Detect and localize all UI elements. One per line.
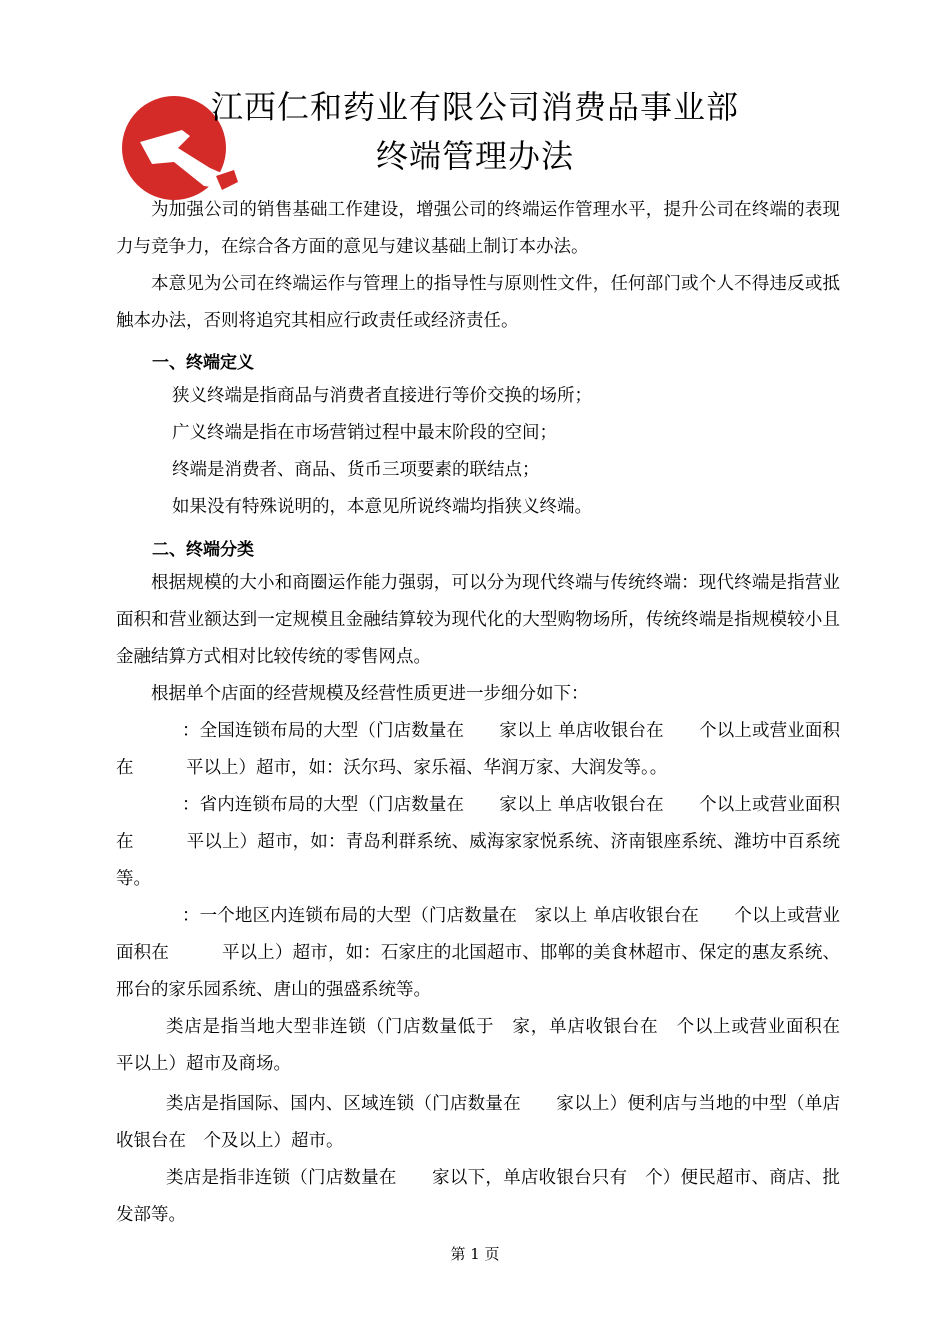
classification-paragraph: 根据规模的大小和商圈运作能力强弱，可以分为现代终端与传统终端：现代终端是指营业面积和营业额达到一定规模且金融结算较为现代化的大型购物场所，传统终端是指规模较小且金融结算方式相对比较传统的零售网点。	[116, 573, 840, 667]
definition-line: 终端是消费者、商品、货币三项要素的联结点；	[172, 460, 540, 480]
intro-paragraph-1: 为加强公司的销售基础工作建设，增强公司的终端运作管理水平，提升公司在终端的表现力与竞争力，在综合各方面的意见与建议基础上制订本办法。	[116, 200, 840, 257]
intro-paragraph-2: 本意见为公司在终端运作与管理上的指导性与原则性文件，任何部门或个人不得违反或抵触本办法，否则将追究其相应行政责任或经济责任。	[116, 274, 840, 331]
definition-line: 如果没有特殊说明的，本意见所说终端均指狭义终端。	[172, 497, 592, 517]
definition-line: 狭义终端是指商品与消费者直接进行等价交换的场所；	[172, 386, 592, 406]
category-item: ：省内连锁布局的大型（门店数量在 家以上 单店收银台在 个以上或营业面积在 平以上）超市，如：青岛利群系统、威海家家悦系统、济南银座系统、潍坊中百系统等。	[116, 795, 840, 889]
section-heading-definition: 一、终端定义	[152, 353, 254, 373]
page-number: 第 1 页	[450, 1245, 500, 1263]
category-item: 类店是指非连锁（门店数量在 家以下，单店收银台只有 个）便民超市、商店、批发部等。	[116, 1168, 840, 1225]
category-item: ：全国连锁布局的大型（门店数量在 家以上 单店收银台在 个以上或营业面积在 平以上）超市，如：沃尔玛、家乐福、华润万家、大润发等。。	[116, 721, 840, 778]
definition-line: 广义终端是指在市场营销过程中最末阶段的空间；	[172, 423, 557, 443]
classification-intro: 根据单个店面的经营规模及经营性质更进一步细分如下：	[151, 684, 589, 704]
document-title: 江西仁和药业有限公司消费品事业部	[210, 88, 739, 126]
category-item: 类店是指国际、国内、区域连锁（门店数量在 家以上）便利店与当地的中型（单店收银台在 个及以上）超市。	[116, 1094, 840, 1151]
category-item: ：一个地区内连锁布局的大型（门店数量在 家以上 单店收银台在 个以上或营业面积在 平以上）超市，如：石家庄的北国超市、邯郸的美食林超市、保定的惠友系统、邢台的家乐园系统、唐山的强盛系统等。	[116, 906, 840, 1000]
category-item: 类店是指当地大型非连锁（门店数量低于 家，单店收银台在 个以上或营业面积在 平以上）超市及商场。	[116, 1017, 893, 1074]
document-subtitle: 终端管理办法	[375, 137, 574, 175]
section-heading-classification: 二、终端分类	[152, 540, 254, 560]
